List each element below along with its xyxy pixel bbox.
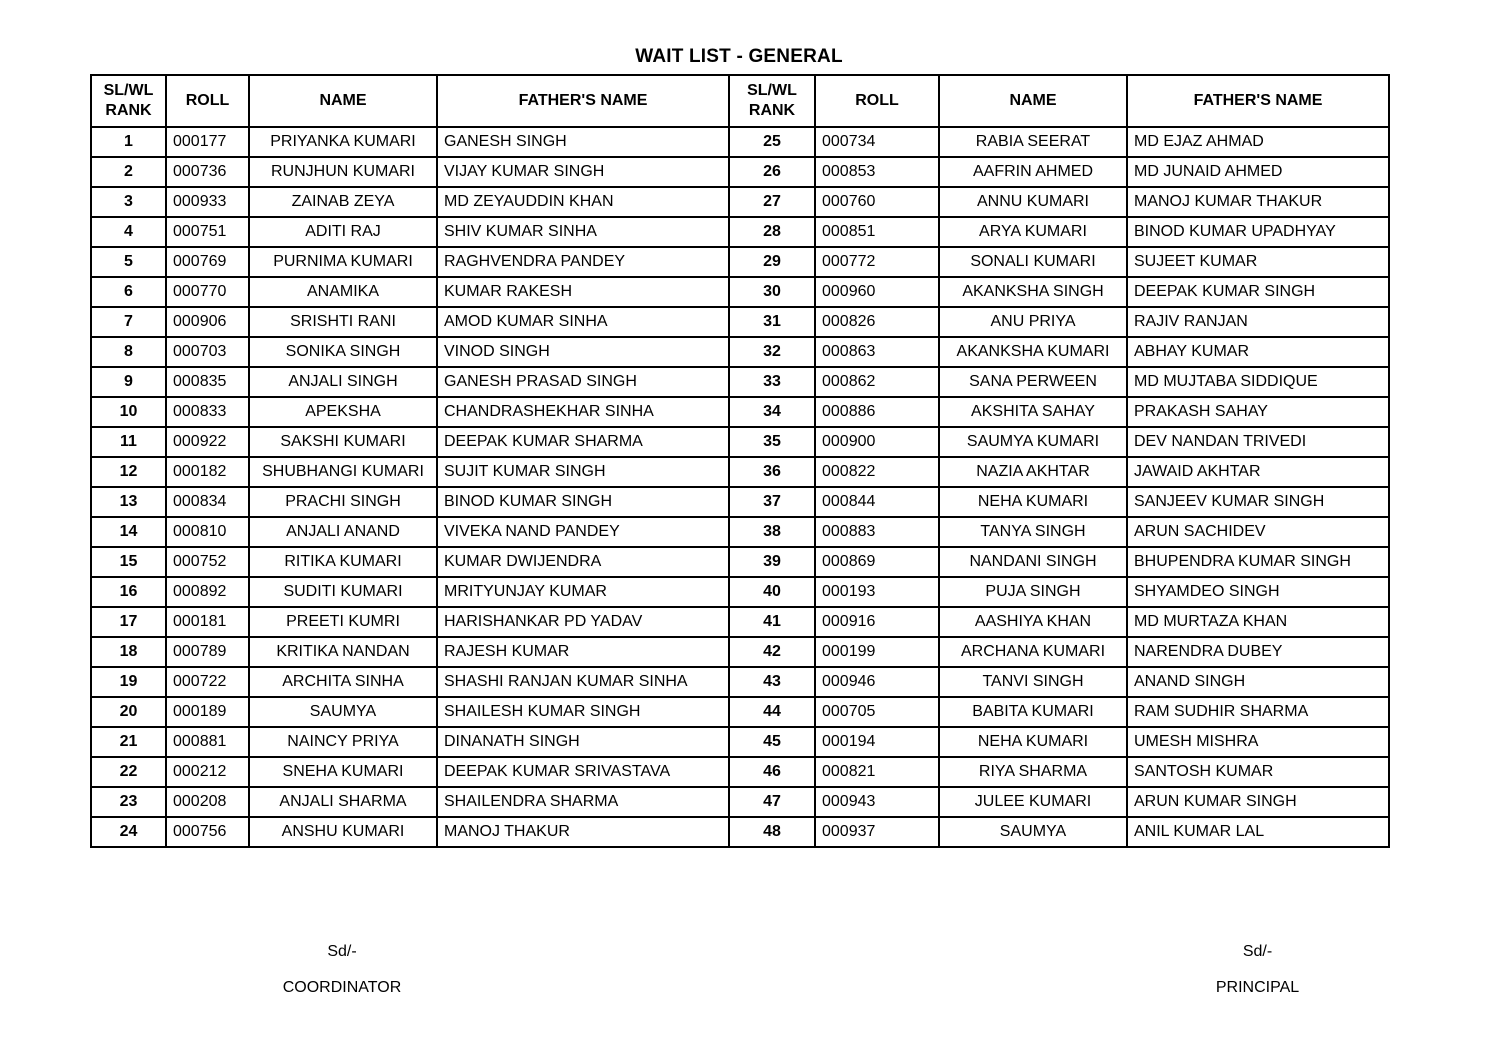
cell-rank: 2 (91, 157, 166, 187)
cell-father-name: SHYAMDEO SINGH (1127, 577, 1389, 607)
cell-rank: 35 (729, 427, 815, 457)
cell-name: ANAMIKA (249, 277, 437, 307)
cell-rank: 5 (91, 247, 166, 277)
cell-name: RUNJHUN KUMARI (249, 157, 437, 187)
table-row (91, 487, 1389, 517)
cell-roll: 000900 (815, 427, 939, 457)
cell-roll: 000835 (166, 367, 249, 397)
table-row (91, 427, 1389, 457)
cell-name: ANJALI SINGH (249, 367, 437, 397)
cell-name: NAINCY PRIYA (249, 727, 437, 757)
cell-father-name: SHAILENDRA SHARMA (437, 787, 729, 817)
cell-rank: 14 (91, 517, 166, 547)
header-father-name: FATHER'S NAME (437, 75, 729, 127)
cell-name: ARYA KUMARI (939, 217, 1127, 247)
table-row (91, 577, 1389, 607)
cell-roll: 000177 (166, 127, 249, 157)
cell-father-name: ANIL KUMAR LAL (1127, 817, 1389, 847)
cell-rank: 28 (729, 217, 815, 247)
cell-rank: 25 (729, 127, 815, 157)
cell-name: AKANKSHA KUMARI (939, 337, 1127, 367)
cell-roll: 000943 (815, 787, 939, 817)
cell-name: RITIKA KUMARI (249, 547, 437, 577)
cell-roll: 000886 (815, 397, 939, 427)
cell-roll: 000734 (815, 127, 939, 157)
cell-name: APEKSHA (249, 397, 437, 427)
cell-father-name: RAGHVENDRA PANDEY (437, 247, 729, 277)
cell-name: RIYA SHARMA (939, 757, 1127, 787)
cell-rank: 39 (729, 547, 815, 577)
cell-rank: 7 (91, 307, 166, 337)
cell-roll: 000751 (166, 217, 249, 247)
cell-name: AASHIYA KHAN (939, 607, 1127, 637)
cell-roll: 000769 (166, 247, 249, 277)
cell-father-name: BINOD KUMAR SINGH (437, 487, 729, 517)
cell-name: SONALI KUMARI (939, 247, 1127, 277)
table-row (91, 817, 1389, 847)
cell-rank: 11 (91, 427, 166, 457)
cell-rank: 12 (91, 457, 166, 487)
cell-rank: 34 (729, 397, 815, 427)
cell-rank: 18 (91, 637, 166, 667)
cell-roll: 000760 (815, 187, 939, 217)
table-row (91, 607, 1389, 637)
cell-roll: 000916 (815, 607, 939, 637)
cell-rank: 29 (729, 247, 815, 277)
cell-father-name: ANAND SINGH (1127, 667, 1389, 697)
cell-father-name: PRAKASH SAHAY (1127, 397, 1389, 427)
cell-roll: 000181 (166, 607, 249, 637)
header-roll: ROLL (815, 75, 939, 127)
cell-roll: 000881 (166, 727, 249, 757)
cell-name: ANJALI ANAND (249, 517, 437, 547)
cell-rank: 45 (729, 727, 815, 757)
cell-roll: 000869 (815, 547, 939, 577)
cell-name: TANYA SINGH (939, 517, 1127, 547)
cell-father-name: BINOD KUMAR UPADHYAY (1127, 217, 1389, 247)
cell-father-name: MANOJ THAKUR (437, 817, 729, 847)
cell-father-name: CHANDRASHEKHAR SINHA (437, 397, 729, 427)
cell-name: SANA PERWEEN (939, 367, 1127, 397)
cell-rank: 33 (729, 367, 815, 397)
cell-roll: 000863 (815, 337, 939, 367)
cell-rank: 16 (91, 577, 166, 607)
coordinator-signature (262, 943, 422, 997)
cell-father-name: SUJEET KUMAR (1127, 247, 1389, 277)
cell-father-name: SUJIT KUMAR SINGH (437, 457, 729, 487)
cell-father-name: SHAILESH KUMAR SINGH (437, 697, 729, 727)
cell-roll: 000789 (166, 637, 249, 667)
table-row (91, 787, 1389, 817)
cell-father-name: JAWAID AKHTAR (1127, 457, 1389, 487)
cell-roll: 000810 (166, 517, 249, 547)
cell-rank: 9 (91, 367, 166, 397)
cell-roll: 000736 (166, 157, 249, 187)
cell-roll: 000906 (166, 307, 249, 337)
table-row (91, 127, 1389, 157)
cell-roll: 000834 (166, 487, 249, 517)
cell-father-name: ARUN KUMAR SINGH (1127, 787, 1389, 817)
table-row (91, 517, 1389, 547)
cell-father-name: ARUN SACHIDEV (1127, 517, 1389, 547)
cell-name: ZAINAB ZEYA (249, 187, 437, 217)
cell-rank: 37 (729, 487, 815, 517)
cell-name: TANVI SINGH (939, 667, 1127, 697)
cell-name: SONIKA SINGH (249, 337, 437, 367)
cell-name: SUDITI KUMARI (249, 577, 437, 607)
cell-father-name: DEEPAK KUMAR SINGH (1127, 277, 1389, 307)
cell-father-name: MRITYUNJAY KUMAR (437, 577, 729, 607)
cell-rank: 36 (729, 457, 815, 487)
cell-father-name: RAJESH KUMAR (437, 637, 729, 667)
cell-name: ADITI RAJ (249, 217, 437, 247)
header-roll: ROLL (166, 75, 249, 127)
cell-father-name: RAM SUDHIR SHARMA (1127, 697, 1389, 727)
cell-father-name: MANOJ KUMAR THAKUR (1127, 187, 1389, 217)
cell-rank: 47 (729, 787, 815, 817)
cell-rank: 44 (729, 697, 815, 727)
cell-roll: 000892 (166, 577, 249, 607)
cell-roll: 000193 (815, 577, 939, 607)
cell-rank: 15 (91, 547, 166, 577)
cell-father-name: ABHAY KUMAR (1127, 337, 1389, 367)
cell-father-name: KUMAR DWIJENDRA (437, 547, 729, 577)
cell-father-name: KUMAR RAKESH (437, 277, 729, 307)
cell-rank: 19 (91, 667, 166, 697)
header-rank: SL/WL RANK (91, 75, 166, 127)
cell-roll: 000722 (166, 667, 249, 697)
cell-rank: 13 (91, 487, 166, 517)
cell-name: SHUBHANGI KUMARI (249, 457, 437, 487)
header-name: NAME (939, 75, 1127, 127)
cell-rank: 24 (91, 817, 166, 847)
cell-rank: 32 (729, 337, 815, 367)
cell-rank: 21 (91, 727, 166, 757)
cell-roll: 000752 (166, 547, 249, 577)
table-row (91, 247, 1389, 277)
signature-mark: Sd/- (1242, 943, 1273, 960)
table-row (91, 187, 1389, 217)
table-row (91, 547, 1389, 577)
cell-name: NEHA KUMARI (939, 487, 1127, 517)
table-row (91, 277, 1389, 307)
cell-roll: 000933 (166, 187, 249, 217)
cell-rank: 30 (729, 277, 815, 307)
cell-father-name: MD JUNAID AHMED (1127, 157, 1389, 187)
cell-roll: 000182 (166, 457, 249, 487)
cell-father-name: MD EJAZ AHMAD (1127, 127, 1389, 157)
cell-roll: 000844 (815, 487, 939, 517)
cell-name: SAUMYA KUMARI (939, 427, 1127, 457)
cell-roll: 000826 (815, 307, 939, 337)
header-rank: SL/WL RANK (729, 75, 815, 127)
cell-roll: 000212 (166, 757, 249, 787)
cell-name: SAUMYA (249, 697, 437, 727)
cell-father-name: BHUPENDRA KUMAR SINGH (1127, 547, 1389, 577)
cell-roll: 000946 (815, 667, 939, 697)
cell-roll: 000821 (815, 757, 939, 787)
cell-name: ARCHANA KUMARI (939, 637, 1127, 667)
cell-name: RABIA SEERAT (939, 127, 1127, 157)
table-row (91, 667, 1389, 697)
cell-roll: 000960 (815, 277, 939, 307)
cell-father-name: DEEPAK KUMAR SHARMA (437, 427, 729, 457)
cell-roll: 000883 (815, 517, 939, 547)
header-name: NAME (249, 75, 437, 127)
cell-roll: 000208 (166, 787, 249, 817)
cell-rank: 48 (729, 817, 815, 847)
cell-name: ANNU KUMARI (939, 187, 1127, 217)
cell-father-name: SHASHI RANJAN KUMAR SINHA (437, 667, 729, 697)
cell-name: PUJA SINGH (939, 577, 1127, 607)
cell-roll: 000937 (815, 817, 939, 847)
cell-rank: 43 (729, 667, 815, 697)
cell-roll: 000703 (166, 337, 249, 367)
cell-roll: 000853 (815, 157, 939, 187)
cell-roll: 000772 (815, 247, 939, 277)
cell-father-name: DINANATH SINGH (437, 727, 729, 757)
cell-father-name: DEV NANDAN TRIVEDI (1127, 427, 1389, 457)
cell-roll: 000770 (166, 277, 249, 307)
table-row (91, 637, 1389, 667)
cell-name: PRIYANKA KUMARI (249, 127, 437, 157)
cell-name: PURNIMA KUMARI (249, 247, 437, 277)
cell-rank: 22 (91, 757, 166, 787)
cell-father-name: RAJIV RANJAN (1127, 307, 1389, 337)
cell-rank: 38 (729, 517, 815, 547)
cell-roll: 000199 (815, 637, 939, 667)
cell-roll: 000851 (815, 217, 939, 247)
cell-name: AKSHITA SAHAY (939, 397, 1127, 427)
cell-roll: 000833 (166, 397, 249, 427)
cell-father-name: NARENDRA DUBEY (1127, 637, 1389, 667)
principal-label: PRINCIPAL (1215, 979, 1300, 996)
cell-rank: 40 (729, 577, 815, 607)
cell-father-name: VIVEKA NAND PANDEY (437, 517, 729, 547)
cell-father-name: GANESH PRASAD SINGH (437, 367, 729, 397)
cell-name: KRITIKA NANDAN (249, 637, 437, 667)
cell-roll: 000194 (815, 727, 939, 757)
cell-father-name: SANTOSH KUMAR (1127, 757, 1389, 787)
coordinator-label: COORDINATOR (282, 979, 402, 996)
cell-name: SNEHA KUMARI (249, 757, 437, 787)
cell-rank: 4 (91, 217, 166, 247)
cell-rank: 8 (91, 337, 166, 367)
table-row (91, 397, 1389, 427)
cell-rank: 3 (91, 187, 166, 217)
cell-name: NAZIA AKHTAR (939, 457, 1127, 487)
table-row (91, 457, 1389, 487)
cell-father-name: UMESH MISHRA (1127, 727, 1389, 757)
cell-father-name: AMOD KUMAR SINHA (437, 307, 729, 337)
table-row (91, 157, 1389, 187)
cell-name: ARCHITA SINHA (249, 667, 437, 697)
cell-father-name: SHIV KUMAR SINHA (437, 217, 729, 247)
cell-rank: 27 (729, 187, 815, 217)
cell-name: AKANKSHA SINGH (939, 277, 1127, 307)
table-row (91, 727, 1389, 757)
page-title: WAIT LIST - GENERAL (635, 46, 843, 67)
cell-rank: 10 (91, 397, 166, 427)
table-row (91, 307, 1389, 337)
cell-roll: 000705 (815, 697, 939, 727)
cell-father-name: MD MUJTABA SIDDIQUE (1127, 367, 1389, 397)
cell-name: PRACHI SINGH (249, 487, 437, 517)
cell-name: AAFRIN AHMED (939, 157, 1127, 187)
table-header-row (91, 75, 1389, 127)
cell-father-name: MD MURTAZA KHAN (1127, 607, 1389, 637)
cell-father-name: DEEPAK KUMAR SRIVASTAVA (437, 757, 729, 787)
cell-name: NEHA KUMARI (939, 727, 1127, 757)
cell-father-name: MD ZEYAUDDIN KHAN (437, 187, 729, 217)
cell-roll: 000922 (166, 427, 249, 457)
cell-rank: 1 (91, 127, 166, 157)
table-row (91, 217, 1389, 247)
cell-roll: 000756 (166, 817, 249, 847)
cell-name: ANSHU KUMARI (249, 817, 437, 847)
cell-roll: 000862 (815, 367, 939, 397)
cell-rank: 41 (729, 607, 815, 637)
cell-rank: 42 (729, 637, 815, 667)
header-father-name: FATHER'S NAME (1127, 75, 1389, 127)
table-row (91, 337, 1389, 367)
table-row (91, 757, 1389, 787)
cell-rank: 26 (729, 157, 815, 187)
cell-rank: 17 (91, 607, 166, 637)
table-body (91, 127, 1389, 847)
table-row (91, 697, 1389, 727)
cell-rank: 31 (729, 307, 815, 337)
wait-list-table (90, 74, 1390, 848)
principal-signature (1180, 943, 1335, 997)
cell-name: JULEE KUMARI (939, 787, 1127, 817)
cell-father-name: VINOD SINGH (437, 337, 729, 367)
cell-name: NANDANI SINGH (939, 547, 1127, 577)
cell-name: PREETI KUMRI (249, 607, 437, 637)
cell-father-name: SANJEEV KUMAR SINGH (1127, 487, 1389, 517)
cell-father-name: HARISHANKAR PD YADAV (437, 607, 729, 637)
cell-father-name: VIJAY KUMAR SINGH (437, 157, 729, 187)
cell-rank: 46 (729, 757, 815, 787)
cell-rank: 23 (91, 787, 166, 817)
signature-mark: Sd/- (327, 943, 357, 960)
cell-roll: 000189 (166, 697, 249, 727)
cell-rank: 20 (91, 697, 166, 727)
cell-name: SAUMYA (939, 817, 1127, 847)
cell-roll: 000822 (815, 457, 939, 487)
cell-name: SAKSHI KUMARI (249, 427, 437, 457)
cell-rank: 6 (91, 277, 166, 307)
cell-name: SRISHTI RANI (249, 307, 437, 337)
cell-father-name: GANESH SINGH (437, 127, 729, 157)
cell-name: ANJALI SHARMA (249, 787, 437, 817)
cell-name: BABITA KUMARI (939, 697, 1127, 727)
table-row (91, 367, 1389, 397)
cell-name: ANU PRIYA (939, 307, 1127, 337)
